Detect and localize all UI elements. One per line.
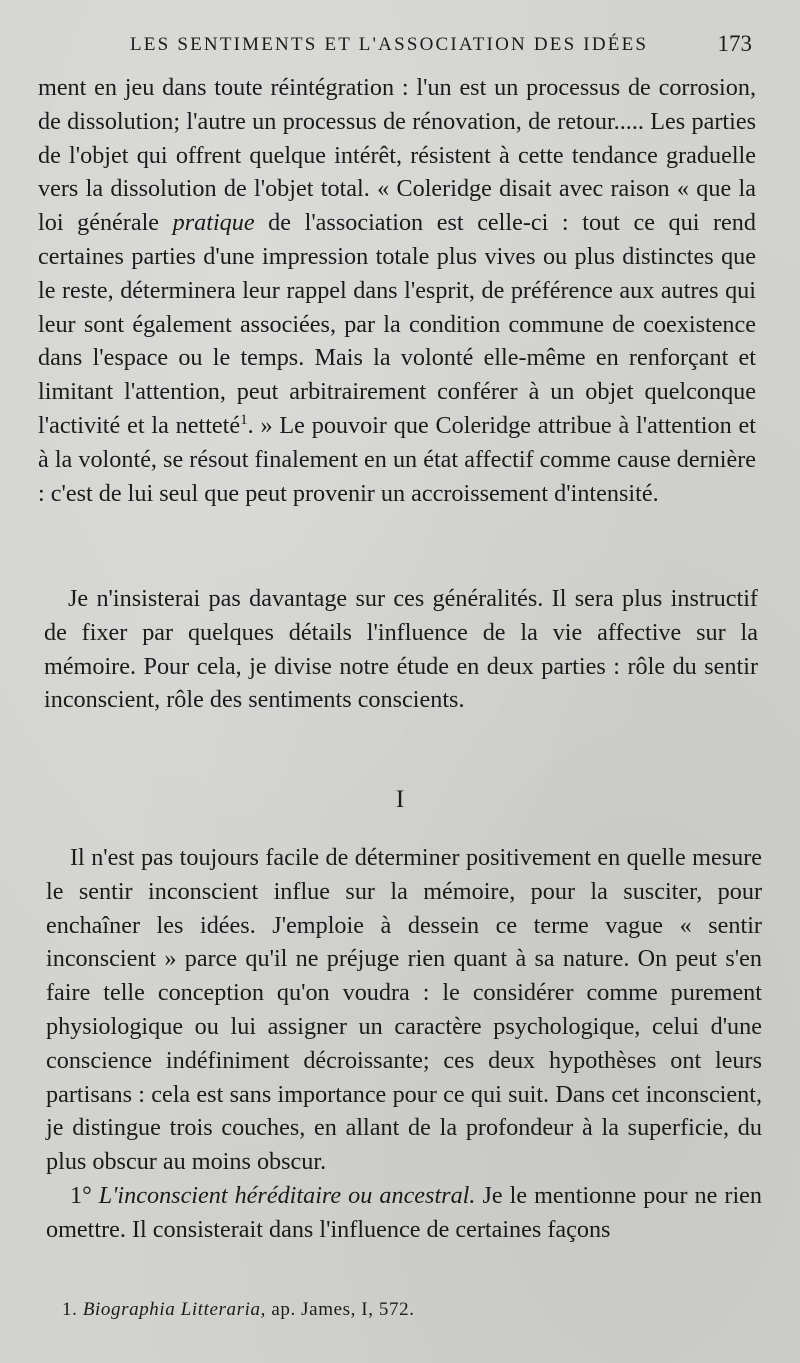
paragraph-text: ment en jeu dans toute réintégration : l'un est un processus de corrosion, de dissolution; l'autre un processus de rénovation, de retour..... Les parties de l'objet qui offrent quelque intérêt, résistent à cette tendance graduelle vers la dissolution de l'objet total. « Coleridge disait avec raison « que la loi générale [38, 74, 756, 237]
footnote-reference[interactable]: 1 [240, 411, 248, 428]
text-block-continuation [38, 71, 756, 510]
running-head-title: LES SENTIMENTS ET L'ASSOCIATION DES IDÉES [130, 34, 649, 55]
footnote-number: 1. [62, 1299, 78, 1320]
paragraph-sentir-inconscient: Il n'est pas toujours facile de déterminer positivement en quelle mesure le sentir inconscient influe sur la mémoire, pour la susciter, pour enchaîner les idées. J'emploie à dessein ce terme vague « sentir inconscient » parce qu'il ne préjuge rien quant à sa nature. On peut s'en faire telle conception qu'on voudra : le considérer comme purement physiologique ou lui assigner un caractère psychologique, celui d'une conscience indéfiniment décroissante; ces deux hypothèses ont leurs partisans : cela est sans importance pour ce qui suit. Dans cet inconscient, je distingue trois couches, en allant de la profondeur à la superficie, du plus obscur au moins obscur. [46, 844, 762, 1176]
paragraph-coleridge [38, 71, 756, 510]
paragraph-generalites: Je n'insisterai pas davantage sur ces généralités. Il sera plus instructif de fixer par quelques détails l'influence de la vie affective sur la mémoire. Pour cela, je divise notre étude en deux parties : rôle du sentir inconscient, rôle des sentiments conscients. [44, 585, 758, 714]
text-block-generalites [44, 582, 758, 717]
footnote [62, 1299, 415, 1321]
page-number: 173 [717, 31, 752, 56]
emphasis-pratique: pratique [172, 209, 255, 237]
section-heading: I [395, 786, 405, 813]
paragraph-text: . » Le pouvoir que Coleridge attribue à l'attention et à la volonté, se résout finalement en un état affectif comme cause dernière : c'est de lui seul que peut provenir un accroissement d'intensité. [38, 411, 756, 507]
paragraph-inconscient-hereditaire [46, 1179, 762, 1247]
item-heading: L'inconscient héréditaire ou ancestral. [98, 1181, 476, 1209]
paragraph-text: de l'association est celle-ci : tout ce qui rend certaines parties d'une impression totale plus vives ou plus distinctes que le reste, déterminera leur rappel dans l'esprit, de préférence aux autres qui leur sont également associées, par la condition commune de coexistence dans l'espace ou le temps. Mais la volonté elle-même en renforçant et limitant l'attention, peut arbitrairement conférer à un objet quelconque l'activité et la netteté [38, 209, 756, 439]
footnote-title: Biographia Litteraria, [82, 1299, 266, 1320]
item-number: 1° [70, 1181, 92, 1209]
text-block-section-one [46, 841, 762, 1247]
footnote-citation: ap. James, I, 572. [265, 1299, 415, 1320]
paragraph-text: Je le mentionne pour ne rien omettre. Il consisterait dans l'influence de certaines façons [46, 1181, 763, 1243]
